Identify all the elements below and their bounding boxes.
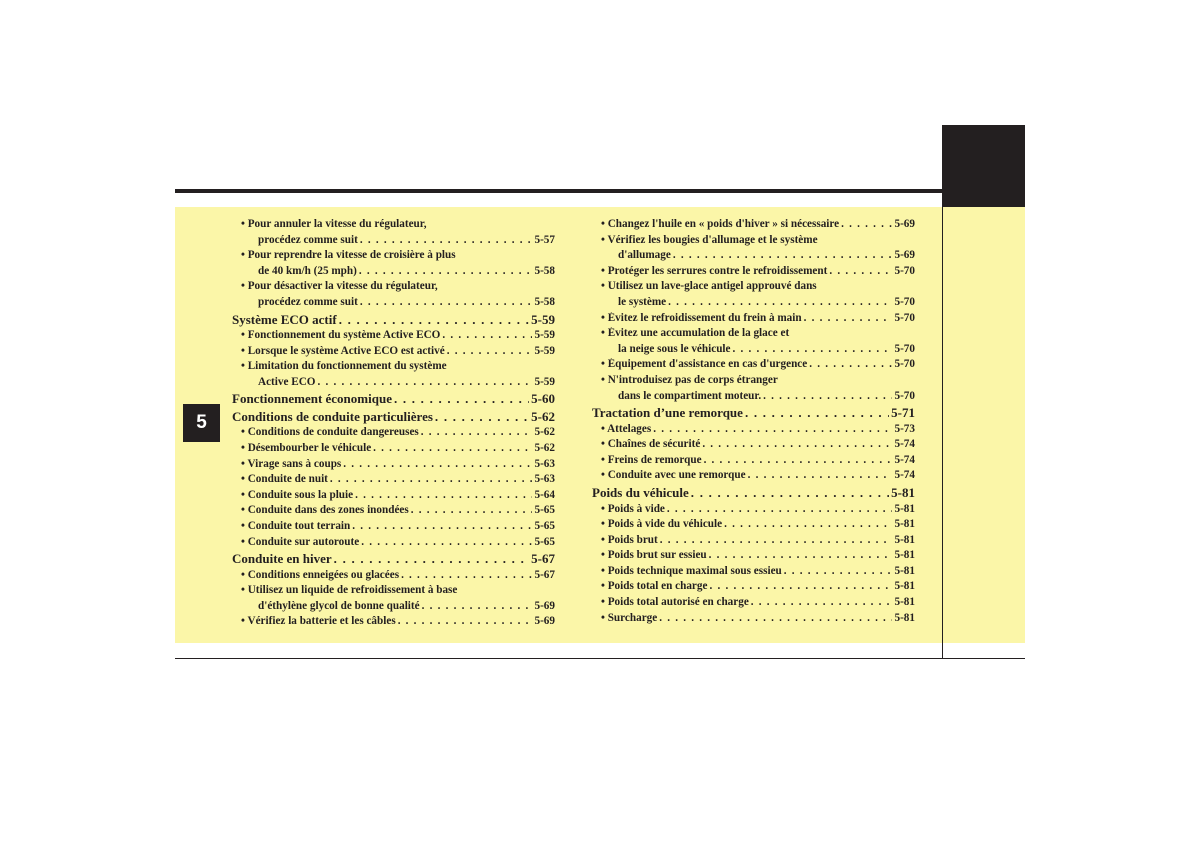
dot-leader — [659, 612, 892, 624]
chapter-header-block — [942, 125, 1025, 207]
dot-leader — [709, 580, 892, 592]
dot-leader — [422, 600, 533, 612]
toc-subentry[interactable] — [592, 296, 915, 312]
toc-subentry[interactable] — [592, 358, 915, 374]
toc-page-number: 5-67 — [531, 551, 555, 567]
toc-entry-title: • Conduite tout terrain — [241, 520, 351, 532]
toc-subentry[interactable] — [592, 423, 915, 439]
dot-leader — [373, 442, 532, 454]
dot-leader — [702, 438, 892, 450]
toc-entry-title: d'éthylène glycol de bonne qualité — [258, 599, 420, 612]
dot-leader — [442, 329, 532, 341]
dot-leader — [667, 503, 893, 515]
toc-page-number: 5-81 — [891, 485, 915, 500]
toc-entry-title: le système — [618, 295, 667, 308]
toc-subentry[interactable] — [232, 489, 555, 505]
toc-subentry[interactable] — [592, 580, 915, 596]
toc-entry-title: • Conduite sous la pluie — [241, 488, 354, 501]
dot-leader — [804, 312, 893, 324]
toc-page-number: 5-74 — [894, 438, 915, 451]
toc-entry-title: • Utilisez un liquide de refroidissement à base — [241, 584, 458, 597]
toc-subentry[interactable] — [232, 360, 555, 376]
toc-section-entry[interactable] — [232, 312, 555, 330]
dot-leader — [421, 426, 533, 438]
dot-leader — [360, 296, 533, 308]
toc-entry-title: • Conditions de conduite dangereuses — [241, 426, 419, 439]
dot-leader — [343, 458, 532, 470]
dot-leader — [361, 536, 532, 548]
toc-subentry[interactable] — [592, 534, 915, 550]
toc-page-number: 5-70 — [894, 358, 915, 371]
toc-subentry[interactable] — [592, 249, 915, 265]
toc-entry-title: procédez comme suit — [258, 295, 358, 308]
toc-page-number: 5-70 — [894, 311, 915, 324]
dot-leader — [724, 518, 892, 530]
toc-entry-title: • Freins de remorque — [601, 453, 702, 466]
toc-page-number: 5-62 — [531, 408, 555, 424]
toc-subentry[interactable] — [592, 454, 915, 470]
toc-page-number: 5-59 — [534, 344, 555, 357]
toc-subentry[interactable] — [592, 390, 915, 406]
toc-entry-title: • Poids total en charge — [601, 580, 708, 593]
dot-leader — [709, 549, 893, 561]
toc-subentry[interactable] — [232, 458, 555, 474]
toc-entry-title: Fonctionnement économique — [232, 391, 392, 407]
toc-subentry[interactable] — [592, 218, 915, 234]
toc-page-number: 5-67 — [534, 568, 555, 581]
toc-entry-title: • Conduite dans des zones inondées — [241, 504, 409, 517]
dot-leader — [411, 504, 533, 516]
toc-page-number: 5-65 — [534, 535, 555, 548]
toc-page-number: 5-81 — [894, 502, 915, 515]
bottom-rule — [175, 658, 1025, 659]
toc-subentry[interactable] — [232, 218, 555, 234]
toc-entry-title: • Poids à vide du véhicule — [601, 518, 723, 531]
toc-section-entry[interactable] — [592, 485, 915, 503]
dot-leader — [339, 312, 529, 328]
toc-subentry[interactable] — [592, 518, 915, 534]
toc-page-number: 5-74 — [894, 469, 915, 482]
toc-entry-title: • Pour désactiver la vitesse du régulateur, — [241, 280, 438, 293]
dot-leader — [668, 296, 892, 308]
toc-section-entry[interactable] — [592, 405, 915, 423]
toc-page-number: 5-81 — [894, 580, 915, 593]
toc-entry-title: de 40 km/h (25 mph) — [258, 264, 357, 277]
dot-leader — [447, 345, 533, 357]
dot-leader — [401, 569, 532, 581]
toc-entry-title: • Conduite de nuit — [241, 473, 328, 486]
toc-subentry[interactable] — [232, 329, 555, 345]
toc-page-number: 5-58 — [534, 264, 555, 277]
toc-entry-title: Conditions de conduite particulières — [232, 408, 433, 424]
toc-subentry[interactable] — [232, 234, 555, 250]
toc-page-number: 5-69 — [894, 218, 915, 230]
toc-subentry[interactable] — [232, 345, 555, 361]
toc-entry-title: Poids du véhicule — [592, 485, 689, 500]
toc-subentry[interactable] — [592, 469, 915, 485]
toc-entry-title: • Limitation du fonctionnement du système — [241, 360, 447, 373]
toc-page-number: 5-60 — [531, 391, 555, 407]
toc-page-number: 5-81 — [894, 518, 915, 531]
toc-entry-title: • Protéger les serrures contre le refroidissement — [601, 264, 828, 277]
toc-subentry[interactable] — [592, 503, 915, 519]
toc-subentry[interactable] — [232, 265, 555, 281]
dot-leader — [660, 534, 893, 546]
dot-leader — [360, 234, 533, 246]
toc-entry-title: • Poids total autorisé en charge — [601, 596, 749, 609]
toc-subentry[interactable] — [592, 565, 915, 581]
toc-page-number: 5-73 — [894, 422, 915, 435]
toc-page-number: 5-65 — [534, 504, 555, 517]
toc-page-number: 5-63 — [534, 473, 555, 486]
toc-page-number: 5-57 — [534, 233, 555, 246]
toc-entry-title: • Chaînes de sécurité — [601, 438, 701, 451]
toc-entry-title: • Désembourber le véhicule — [241, 442, 372, 455]
toc-subentry[interactable] — [232, 504, 555, 520]
margin-rule — [942, 207, 943, 659]
dot-leader — [809, 358, 892, 370]
dot-leader — [673, 249, 893, 261]
toc-entry-title: • Fonctionnement du système Active ECO — [241, 329, 441, 342]
toc-page-number: 5-69 — [894, 249, 915, 262]
toc-entry-title: • Virage sans à coups — [241, 457, 342, 470]
toc-page-number: 5-59 — [531, 311, 555, 327]
toc-subentry[interactable] — [592, 343, 915, 359]
toc-subentry[interactable] — [232, 615, 555, 631]
dot-leader — [751, 596, 893, 608]
dot-leader — [748, 469, 893, 481]
dot-leader — [398, 615, 533, 627]
dot-leader — [784, 565, 893, 577]
toc-subentry[interactable] — [592, 265, 915, 281]
toc-subentry[interactable] — [592, 596, 915, 612]
toc-entry-title: Active ECO — [258, 375, 316, 388]
toc-page-number: 5-81 — [894, 611, 915, 624]
toc-entry-title: dans le compartiment moteur. — [618, 389, 762, 402]
toc-subentry[interactable] — [232, 376, 555, 392]
toc-entry-title: • N'introduisez pas de corps étranger — [601, 373, 778, 386]
toc-entry-title: • Poids brut — [601, 533, 658, 546]
toc-page-number: 5-69 — [534, 615, 555, 628]
toc-page-number: 5-81 — [894, 564, 915, 577]
toc-subentry[interactable] — [592, 612, 915, 628]
toc-subentry[interactable] — [592, 327, 915, 343]
toc-page-number: 5-70 — [894, 295, 915, 308]
toc-subentry[interactable] — [592, 234, 915, 250]
toc-entry-title: Système ECO actif — [232, 311, 337, 327]
toc-entry-title: d'allumage — [618, 249, 671, 262]
toc-entry-title: • Poids brut sur essieu — [601, 549, 707, 562]
toc-page-number: 5-59 — [534, 375, 555, 388]
dot-leader — [317, 376, 532, 388]
dot-leader — [334, 551, 529, 567]
toc-entry-title: • Équipement d'assistance en cas d'urgence — [601, 358, 808, 371]
toc-page-number: 5-59 — [534, 329, 555, 342]
toc-entry-title: • Pour reprendre la vitesse de croisière à plus — [241, 249, 456, 262]
toc-subentry[interactable] — [232, 536, 555, 552]
toc-subentry[interactable] — [232, 600, 555, 616]
toc-entry-title: la neige sous le véhicule — [618, 342, 731, 355]
dot-leader — [733, 343, 893, 355]
toc-subentry[interactable] — [592, 312, 915, 328]
toc-subentry[interactable] — [232, 520, 555, 536]
toc-subentry[interactable] — [592, 280, 915, 296]
toc-entry-title: • Surcharge — [601, 611, 658, 624]
toc-entry-title: • Poids technique maximal sous essieu — [601, 564, 782, 577]
toc-page-number: 5-81 — [894, 533, 915, 546]
dot-leader — [745, 405, 889, 421]
dot-leader — [355, 489, 532, 501]
toc-entry-title: • Vérifiez la batterie et les câbles — [241, 615, 396, 628]
top-rule — [175, 189, 942, 193]
toc-subentry[interactable] — [232, 442, 555, 458]
toc-section-entry[interactable] — [232, 409, 555, 427]
dot-leader — [829, 265, 892, 277]
toc-page-number: 5-65 — [534, 520, 555, 532]
toc-entry-title: Tractation d’une remorque — [592, 405, 743, 421]
toc-page-number: 5-70 — [894, 342, 915, 355]
toc-page-number: 5-70 — [894, 264, 915, 277]
toc-subentry[interactable] — [232, 584, 555, 600]
toc-entry-title: • Évitez une accumulation de la glace et — [601, 327, 790, 340]
toc-entry-title: • Évitez le refroidissement du frein à main — [601, 311, 802, 324]
toc-page-number: 5-71 — [891, 405, 915, 421]
toc-subentry[interactable] — [232, 280, 555, 296]
toc-subentry[interactable] — [232, 473, 555, 489]
dot-leader — [841, 218, 892, 230]
dot-leader — [653, 423, 892, 435]
toc-entry-title: • Conditions enneigées ou glacées — [241, 568, 400, 581]
toc-subentry[interactable] — [232, 569, 555, 585]
dot-leader — [704, 454, 893, 466]
toc-entry-title: procédez comme suit — [258, 233, 358, 246]
dot-leader — [359, 265, 533, 277]
dot-leader — [691, 485, 889, 501]
dot-leader — [394, 391, 529, 407]
toc-page-number: 5-81 — [894, 549, 915, 562]
toc-page-number: 5-69 — [534, 599, 555, 612]
dot-leader — [352, 520, 532, 532]
toc-page-number: 5-62 — [534, 442, 555, 455]
toc-page-number: 5-64 — [534, 488, 555, 501]
toc-subentry[interactable] — [232, 296, 555, 312]
toc-subentry[interactable] — [232, 426, 555, 442]
toc-page-number: 5-63 — [534, 457, 555, 470]
toc-subentry[interactable] — [232, 249, 555, 265]
dot-leader — [330, 473, 533, 485]
toc-page-number: 5-74 — [894, 453, 915, 466]
toc-entry-title: • Changez l'huile en « poids d'hiver » si nécessaire — [601, 218, 840, 230]
chapter-tab[interactable]: 5 — [183, 404, 220, 442]
toc-entry-title: • Pour annuler la vitesse du régulateur, — [241, 218, 427, 230]
dot-leader — [435, 409, 529, 425]
toc-entry-title: Conduite en hiver — [232, 551, 332, 567]
toc-entry-title: • Vérifiez les bougies d'allumage et le système — [601, 233, 818, 246]
dot-leader — [763, 390, 892, 402]
toc-entry-title: • Conduite sur autoroute — [241, 535, 360, 548]
toc-section-entry[interactable] — [232, 551, 555, 569]
toc-subentry[interactable] — [592, 374, 915, 390]
toc-right-column — [592, 218, 915, 627]
toc-entry-title: • Lorsque le système Active ECO est activé — [241, 344, 445, 357]
toc-entry-title: • Utilisez un lave-glace antigel approuvé dans — [601, 280, 817, 293]
toc-entry-title: • Attelages — [601, 422, 652, 435]
toc-page-number: 5-70 — [894, 389, 915, 402]
toc-left-column — [232, 218, 555, 631]
toc-subentry[interactable] — [592, 438, 915, 454]
toc-page-number: 5-81 — [894, 596, 915, 609]
toc-page-number: 5-58 — [534, 295, 555, 308]
toc-entry-title: • Poids à vide — [601, 502, 665, 515]
toc-page-number: 5-62 — [534, 426, 555, 439]
toc-subentry[interactable] — [592, 549, 915, 565]
toc-section-entry[interactable] — [232, 391, 555, 409]
toc-entry-title: • Conduite avec une remorque — [601, 469, 746, 482]
